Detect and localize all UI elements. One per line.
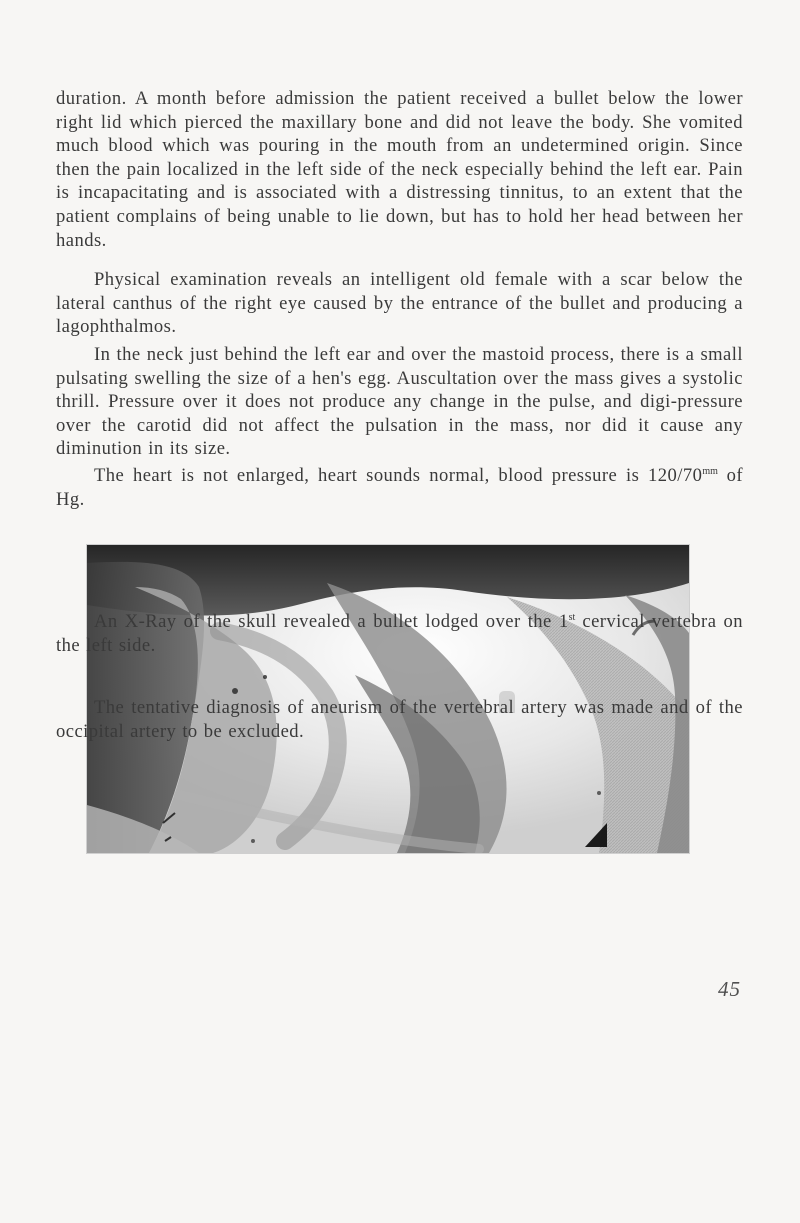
paragraph-heart-main: The heart is not enlarged, heart sounds normal, blood pressure is 120/70: [94, 465, 703, 486]
superscript-mm: mm: [702, 465, 718, 477]
paragraph-heart-text: [56, 464, 743, 511]
paragraph-diagnosis: [56, 696, 743, 743]
page-number: 45: [718, 977, 741, 1001]
paragraph-history: [56, 87, 743, 252]
paragraph-physical-exam-text: Physical examination reveals an intelligent old female with a scar below the lateral canthus of the right eye caused by the entrance of the bullet and producing a lagophthalmos.: [56, 269, 743, 338]
paragraph-diagnosis-text: The tentative diagnosis of aneurism of the vertebral artery was made and of the occipital artery to be excluded.: [56, 697, 743, 742]
paragraph-history-text: duration. A month before admission the patient received a bullet below the lower right lid which pierced the maxillary bone and did not leave the body. She vomited much blood which was pouring in the mouth from an undetermined origin. Since then the pain localized in the left side of the neck especially behind the left ear. Pain is incapacitating and is associated with a distressing tinnitus, to an extent that the patient complains of being unable to lie down, but has to hold her head between her hands.: [56, 88, 743, 251]
paragraph-heart-end: of Hg.: [56, 465, 743, 510]
paragraph-xray-start: An X-Ray of the skull revealed a bullet lodged over the 1: [94, 611, 569, 632]
paragraph-xray-end: cervical vertebra on the left side.: [56, 611, 743, 656]
paragraph-neck-findings: [56, 343, 743, 461]
paragraph-physical-exam: [56, 268, 743, 339]
superscript-st: st: [568, 611, 576, 623]
paragraph-xray: [56, 610, 743, 657]
paragraph-neck-findings-text: In the neck just behind the left ear and over the mastoid process, there is a small pulsating swelling the size of a hen's egg. Auscultation over the mass gives a systolic thrill. Pressure over it does not produce any change in the pulse, and digi-pressure over the carotid did not affect the pulsation in the mass, nor did it cause any diminution in its size.: [56, 344, 743, 460]
paragraph-heart: [56, 464, 743, 511]
paragraph-xray-text: [56, 610, 743, 657]
